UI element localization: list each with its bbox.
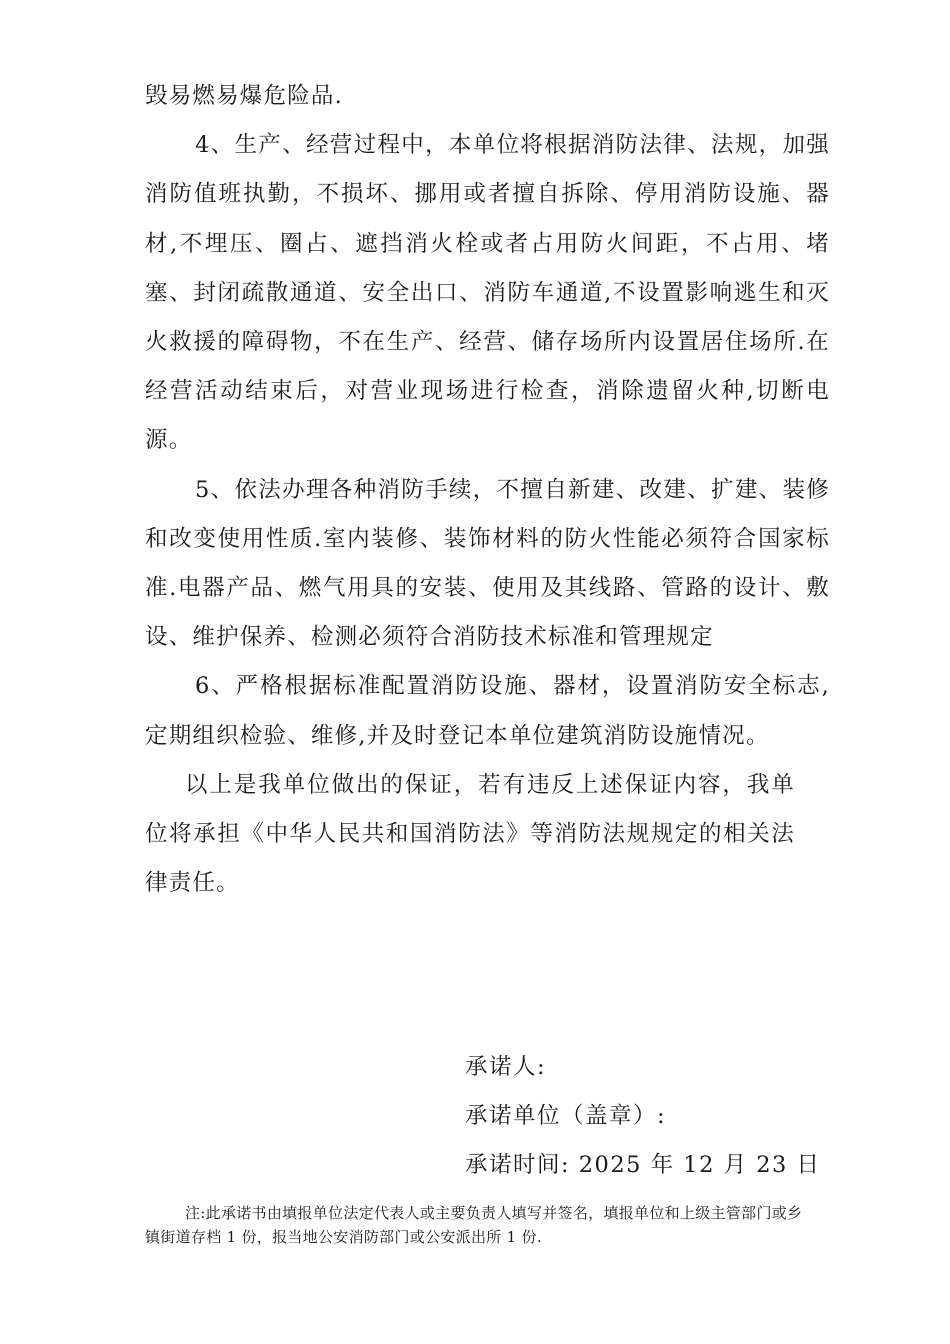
footnote: 注:此承诺书由填报单位法定代表人或主要负责人填写并签名，填报单位和上级主管部门或乡镇街道存档 1 份，报当地公安消防部门或公安派出所 1 份. bbox=[145, 1204, 803, 1246]
promisor-unit-label: 承诺单位（盖章）: bbox=[465, 1103, 667, 1129]
promisor-label: 承诺人: bbox=[465, 1054, 547, 1080]
paragraph-closing: 以上是我单位做出的保证，若有违反上述保证内容，我单位将承担《中华人民共和国消防法》等消防法规规定的相关法律责任。 bbox=[145, 771, 795, 897]
paragraph-item-4: 4、生产、经营过程中，本单位将根据消防法律、法规，加强消防值班执勤，不损坏、挪用或者擅自拆除、停用消防设施、器材,不埋压、圈占、遮挡消火栓或者占用防火间距，不占用、堵塞、封闭疏散通道、安全出口、消防车通道,不设置影响逃生和灭火救援的障碍物，不在生产、经营、储存场所内设置居住场所.在经营活动结束后，对营业现场进行检查，消除遗留火种,切断电源。 bbox=[145, 132, 830, 454]
document-body bbox=[145, 72, 830, 908]
paragraph-item-6: 6、严格根据标准配置消防设施、器材，设置消防安全标志,定期组织检验、维修,并及时登记本单位建筑消防设施情况。 bbox=[145, 673, 830, 749]
paragraph-continuation: 毁易燃易爆危险品. bbox=[145, 83, 343, 109]
signature-block bbox=[465, 1043, 821, 1190]
promise-date: 承诺时间: 2025 年 12 月 23 日 bbox=[465, 1152, 821, 1178]
paragraph-item-5: 5、依法办理各种消防手续，不擅自新建、改建、扩建、装修和改变使用性质.室内装修、装饰材料的防火性能必须符合国家标准.电器产品、燃气用具的安装、使用及其线路、管路的设计、敷设、维护保养、检测必须符合消防技术标准和管理规定 bbox=[145, 476, 830, 651]
